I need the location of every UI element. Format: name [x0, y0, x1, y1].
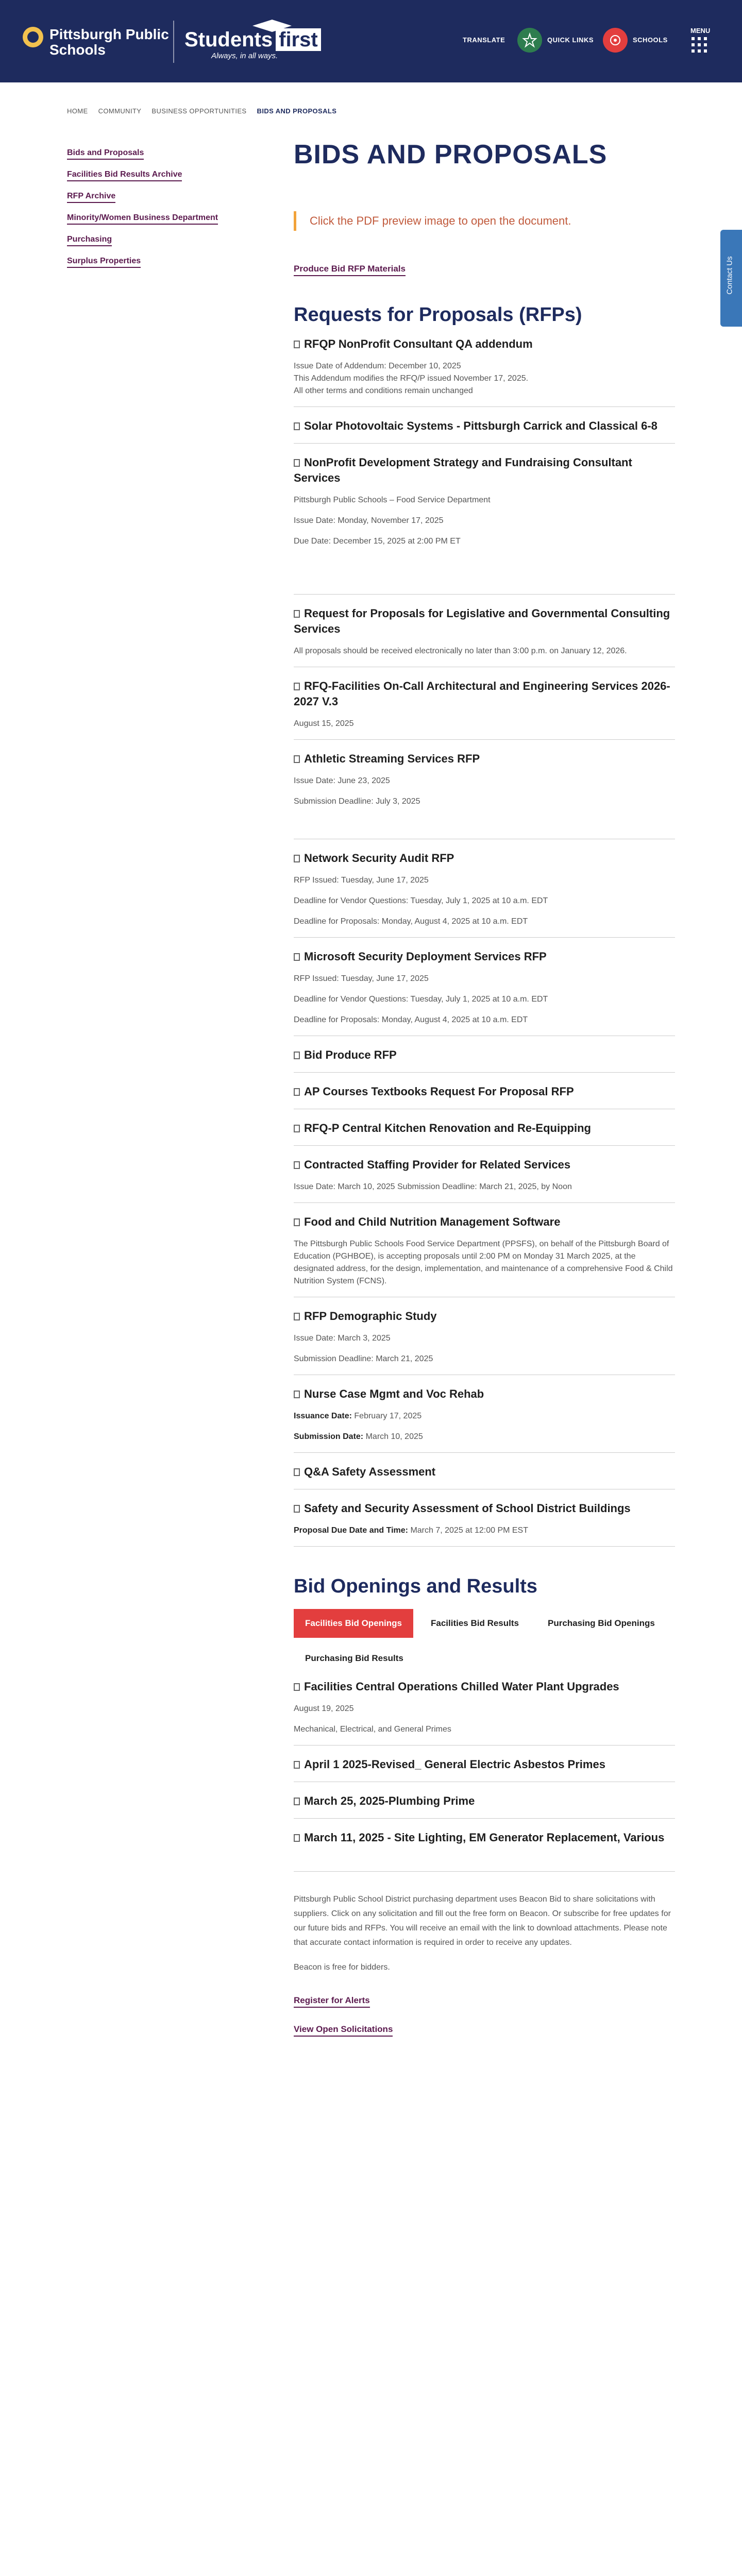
sidebar-nav	[67, 148, 263, 278]
rfp-title[interactable]: Solar Photovoltaic Systems - Pittsburgh Carrick and Classical 6-8	[294, 418, 675, 434]
rfp-item	[294, 1121, 675, 1146]
file-icon	[294, 610, 300, 618]
rfp-detail: RFP Issued: Tuesday, June 17, 2025	[294, 974, 429, 983]
rfp-detail: Submission Deadline: July 3, 2025	[294, 797, 420, 806]
contact-us-label: Contact Us	[725, 256, 734, 295]
district-name[interactable]: Pittsburgh Public Schools	[49, 26, 169, 58]
rfp-item	[294, 1047, 675, 1073]
file-icon	[294, 953, 300, 961]
rfp-detail: Issue Date of Addendum: December 10, 2025	[294, 362, 461, 370]
file-icon	[294, 1468, 300, 1476]
beacon-free-text: Beacon is free for bidders.	[294, 1963, 390, 1972]
sf-box: first	[276, 28, 321, 51]
header-divider	[173, 21, 174, 63]
file-icon	[294, 755, 300, 763]
file-icon	[294, 855, 300, 862]
rfp-item	[294, 1214, 675, 1297]
tab-purchasing-results[interactable]: Purchasing Bid Results	[294, 1644, 415, 1673]
bid-title[interactable]: March 11, 2025 - Site Lighting, EM Generator Replacement, Various	[294, 1830, 675, 1845]
file-icon	[294, 1761, 300, 1769]
file-icon	[294, 422, 300, 430]
rfp-item	[294, 1084, 675, 1109]
schools-button[interactable]: SCHOOLS	[633, 36, 668, 44]
file-icon	[294, 1798, 300, 1805]
rfp-title[interactable]: Bid Produce RFP	[294, 1047, 675, 1063]
beacon-text: Pittsburgh Public School District purchasing department uses Beacon Bid to share solicitations with suppliers. Click on any solicitation and fill out the free form on Beacon. Or subscribe for free updates for our future bids and RFPs. You will receive an email with the link to download attachments. Please note that accurate contact information is required in order to receive any updates.	[294, 1895, 671, 1947]
rfp-detail: Pittsburgh Public Schools – Food Service Department	[294, 496, 491, 504]
tab-facilities-results[interactable]: Facilities Bid Results	[419, 1609, 530, 1638]
rfp-detail: Issue Date: March 3, 2025	[294, 1334, 391, 1343]
rfp-detail: Deadline for Vendor Questions: Tuesday, July 1, 2025 at 10 a.m. EDT	[294, 995, 548, 1004]
breadcrumb-current: BIDS AND PROPOSALS	[257, 107, 337, 115]
page-title: BIDS AND PROPOSALS	[294, 140, 608, 170]
bid-item	[294, 1757, 675, 1782]
rfp-title[interactable]: Request for Proposals for Legislative and Governmental Consulting Services	[294, 607, 670, 635]
rfp-title[interactable]: Athletic Streaming Services RFP	[294, 751, 675, 767]
sidebar-item-purchasing[interactable]: Purchasing	[67, 235, 112, 246]
rfp-title[interactable]: Food and Child Nutrition Management Software	[294, 1214, 675, 1230]
menu-label[interactable]: MENU	[690, 27, 711, 35]
file-icon	[294, 1125, 300, 1132]
rfp-title[interactable]: Contracted Staffing Provider for Related Services	[294, 1157, 675, 1173]
rfp-title[interactable]: RFQ-P Central Kitchen Renovation and Re-Equipping	[294, 1121, 675, 1136]
rfp-title[interactable]: Nurse Case Mgmt and Voc Rehab	[294, 1386, 675, 1402]
sidebar-item-mwbd[interactable]: Minority/Women Business Department	[67, 213, 218, 225]
rfp-item	[294, 1157, 675, 1203]
view-solicitations-link[interactable]: View Open Solicitations	[294, 2024, 393, 2037]
main-content	[294, 139, 675, 2037]
rfp-item	[294, 949, 675, 1036]
bid-detail: Mechanical, Electrical, and General Primes	[294, 1725, 451, 1734]
bid-tabs	[294, 1609, 675, 1673]
sidebar-item-rfp-archive[interactable]: RFP Archive	[67, 192, 115, 203]
schools-icon[interactable]	[603, 28, 628, 53]
file-icon	[294, 1218, 300, 1226]
rfp-item	[294, 1386, 675, 1453]
rfp-detail: Deadline for Proposals: Monday, August 4, 2025 at 10 a.m. EDT	[294, 1015, 528, 1024]
breadcrumb-home[interactable]: HOME	[67, 107, 88, 115]
rfp-item	[294, 1464, 675, 1489]
bid-title[interactable]: April 1 2025-Revised_ General Electric Asbestos Primes	[294, 1757, 675, 1772]
file-icon	[294, 1052, 300, 1059]
site-header	[0, 0, 742, 82]
rfp-title[interactable]: Network Security Audit RFP	[294, 851, 675, 866]
breadcrumb	[67, 107, 345, 115]
file-icon	[294, 1683, 300, 1691]
rfp-title[interactable]: RFQP NonProfit Consultant QA addendum	[294, 336, 675, 352]
rfp-item	[294, 1309, 675, 1375]
rfp-detail: Issue Date: March 10, 2025 Submission Deadline: March 21, 2025, by Noon	[294, 1182, 572, 1191]
rfp-title[interactable]: Safety and Security Assessment of School District Buildings	[294, 1501, 675, 1516]
rfp-item	[294, 455, 675, 595]
quick-links-button[interactable]: QUICK LINKS	[547, 36, 594, 44]
translate-button[interactable]: TRANSLATE	[463, 36, 505, 44]
file-icon	[294, 1391, 300, 1398]
rfp-title[interactable]: Microsoft Security Deployment Services RFP	[294, 949, 675, 964]
tab-purchasing-openings[interactable]: Purchasing Bid Openings	[536, 1609, 666, 1638]
bid-item	[294, 1793, 675, 1819]
sidebar-item-bids[interactable]: Bids and Proposals	[67, 148, 144, 160]
file-icon	[294, 459, 300, 467]
sidebar-item-facilities-archive[interactable]: Facilities Bid Results Archive	[67, 170, 182, 181]
rfp-detail: Deadline for Proposals: Monday, August 4, 2025 at 10 a.m. EDT	[294, 917, 528, 926]
produce-rfp-link[interactable]: Produce Bid RFP Materials	[294, 264, 406, 276]
breadcrumb-community[interactable]: COMMUNITY	[98, 107, 142, 115]
rfp-item	[294, 1501, 675, 1547]
rfp-detail: All other terms and conditions remain unchanged	[294, 386, 473, 395]
rfp-detail: RFP Issued: Tuesday, June 17, 2025	[294, 876, 429, 885]
sidebar-item-surplus[interactable]: Surplus Properties	[67, 257, 141, 268]
rfp-item	[294, 851, 675, 938]
file-icon	[294, 1834, 300, 1842]
rfp-heading: Requests for Proposals (RFPs)	[294, 304, 582, 326]
rfp-title[interactable]: Q&A Safety Assessment	[294, 1464, 675, 1480]
rfp-detail: Submission Date: March 10, 2025	[294, 1432, 423, 1441]
graduation-cap-icon	[251, 19, 293, 34]
contact-us-tab[interactable]	[720, 230, 742, 327]
rfp-detail: Issuance Date: February 17, 2025	[294, 1412, 422, 1420]
tagline: Always, in all ways.	[211, 52, 278, 60]
file-icon	[294, 1088, 300, 1096]
file-icon	[294, 341, 300, 348]
rfp-detail: The Pittsburgh Public Schools Food Service Department (PPSFS), on behalf of the Pittsburgh Board of Education (PGHBOE), is accepting proposals until 2:00 PM on Monday 31 March 2025, at the designated address, for the design, implementation, and maintenance of a comprehensive Food & Child Nutrition System (FCNS).	[294, 1240, 673, 1285]
file-icon	[294, 1313, 300, 1320]
rfp-detail: All proposals should be received electronically no later than 3:00 p.m. on January 12, 2026.	[294, 647, 627, 655]
bid-title[interactable]: March 25, 2025-Plumbing Prime	[294, 1793, 675, 1809]
file-icon	[294, 683, 300, 690]
bid-item	[294, 1830, 675, 1872]
district-logo-icon[interactable]	[23, 27, 43, 47]
rfp-detail: Issue Date: June 23, 2025	[294, 776, 390, 785]
file-icon	[294, 1505, 300, 1513]
rfp-detail: Deadline for Vendor Questions: Tuesday, July 1, 2025 at 10 a.m. EDT	[294, 896, 548, 905]
tab-facilities-openings[interactable]: Facilities Bid Openings	[294, 1609, 413, 1638]
rfp-detail: Submission Deadline: March 21, 2025	[294, 1354, 433, 1363]
rfp-item	[294, 336, 675, 407]
quick-links-icon[interactable]	[517, 28, 542, 53]
rfp-detail: Due Date: December 15, 2025 at 2:00 PM ET	[294, 537, 461, 546]
breadcrumb-business[interactable]: BUSINESS OPPORTUNITIES	[151, 107, 247, 115]
rfp-detail: This Addendum modifies the RFQ/P issued November 17, 2025.	[294, 374, 529, 383]
bid-detail: August 19, 2025	[294, 1704, 354, 1713]
rfp-detail: Proposal Due Date and Time: March 7, 2025 at 12:00 PM EST	[294, 1526, 528, 1535]
pdf-notice: Click the PDF preview image to open the document.	[294, 211, 675, 231]
rfp-item	[294, 418, 675, 444]
sf-prefix: Students	[184, 28, 273, 51]
rfp-title[interactable]: AP Courses Textbooks Request For Proposal RFP	[294, 1084, 675, 1099]
rfp-item	[294, 606, 675, 667]
menu-grid-icon[interactable]	[692, 37, 707, 53]
rfp-item	[294, 751, 675, 839]
file-icon	[294, 1161, 300, 1169]
register-alerts-link[interactable]: Register for Alerts	[294, 1995, 370, 2008]
bids-heading: Bid Openings and Results	[294, 1575, 537, 1597]
rfp-title[interactable]: NonProfit Development Strategy and Fundraising Consultant Services	[294, 456, 632, 484]
rfp-title[interactable]: RFP Demographic Study	[294, 1309, 675, 1324]
rfp-item	[294, 679, 675, 740]
bid-item	[294, 1679, 675, 1745]
bid-title[interactable]: Facilities Central Operations Chilled Water Plant Upgrades	[294, 1679, 675, 1694]
rfp-title[interactable]: RFQ-Facilities On-Call Architectural and Engineering Services 2026-2027 V.3	[294, 680, 670, 708]
rfp-detail: Issue Date: Monday, November 17, 2025	[294, 516, 444, 525]
rfp-detail: August 15, 2025	[294, 719, 354, 728]
